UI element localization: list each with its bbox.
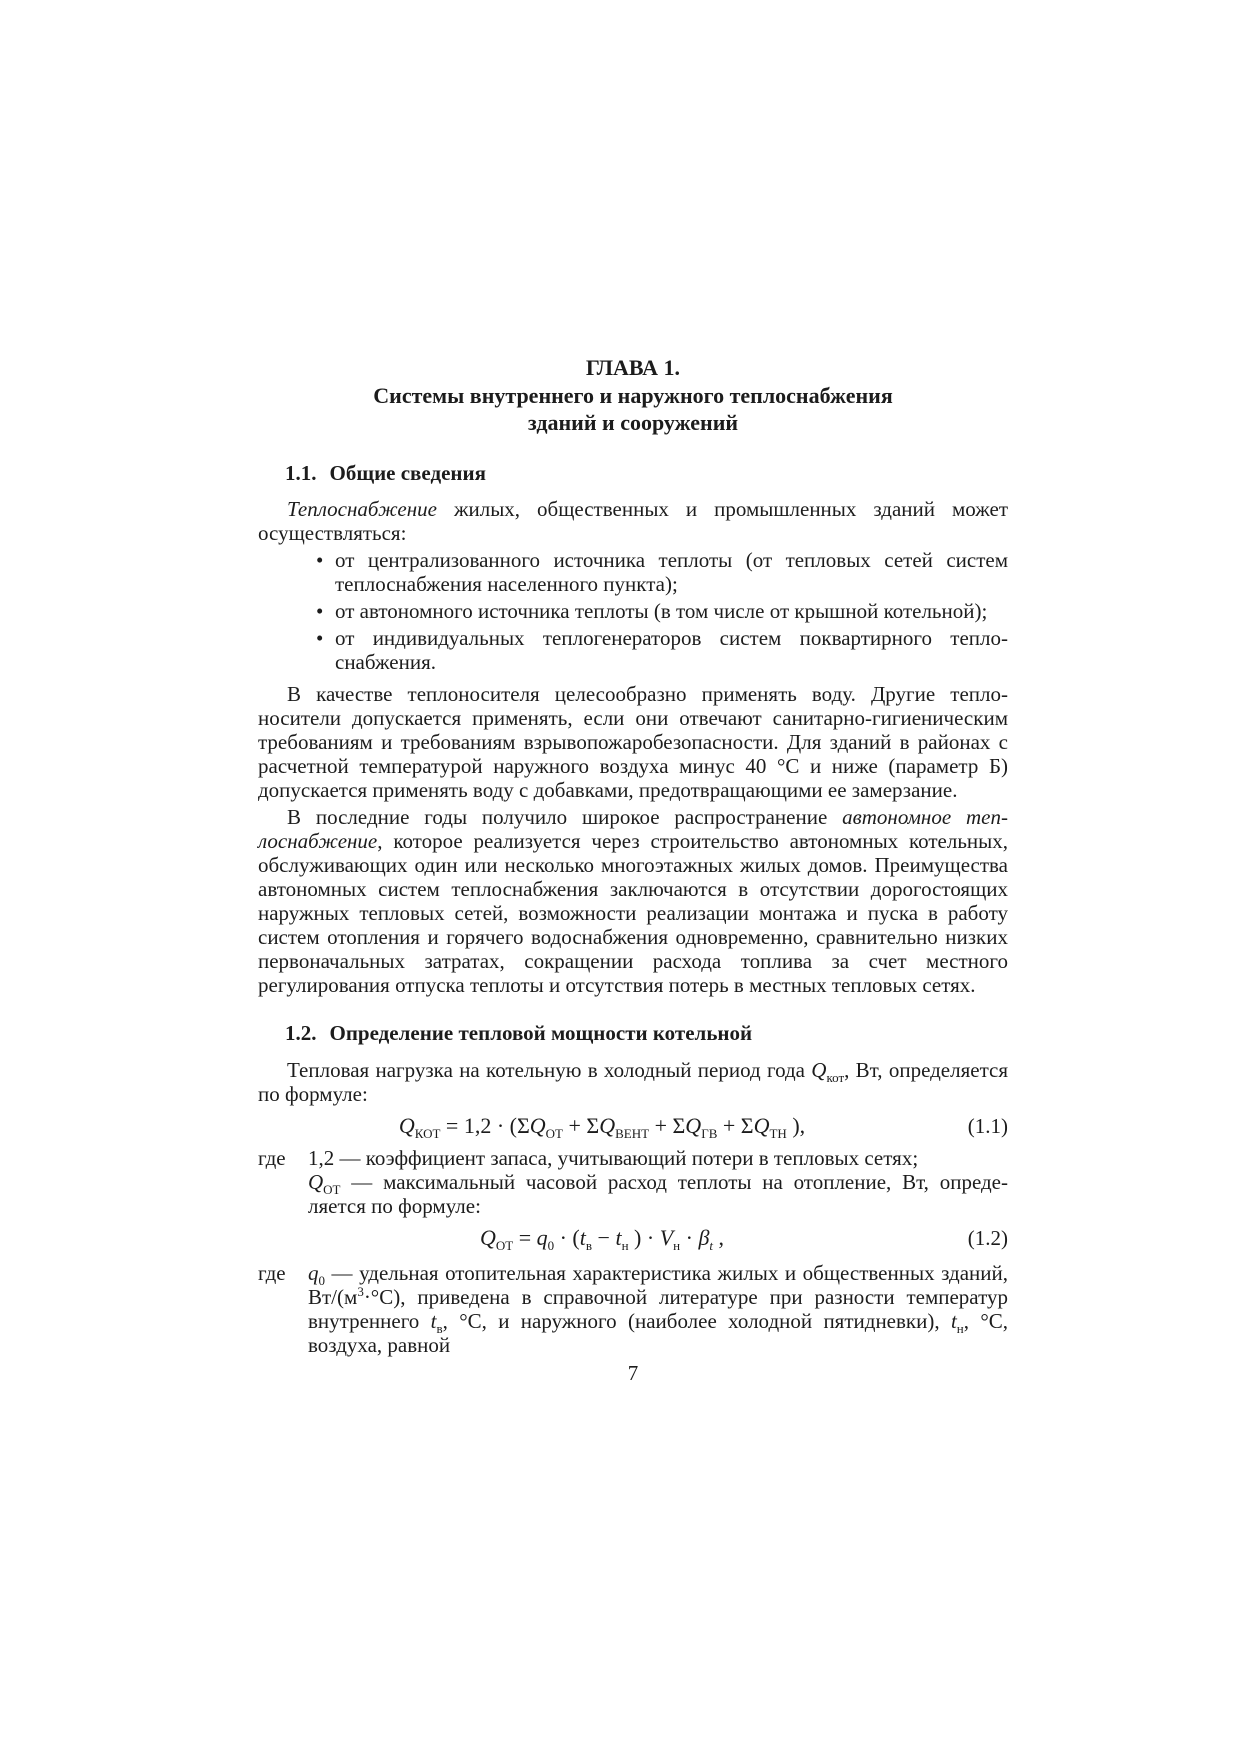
bullet-icon: • bbox=[316, 548, 324, 572]
section-1-1-number: 1.1. bbox=[285, 461, 317, 485]
where-definitions bbox=[308, 1261, 1008, 1357]
chapter-number: ГЛАВА 1. bbox=[585, 355, 681, 380]
bullet-icon: • bbox=[316, 626, 324, 650]
where-label: где bbox=[258, 1146, 286, 1170]
formula-1-1: $Q_{КОТ} = 1,2 \cdot (\Sigma Q_{ОТ} + \Sigma Q_{ВЕНТ} + \Sigma Q_{ГВ} + \Sigma Q_{ТН}$ ), bbox=[398, 1113, 806, 1141]
page-content bbox=[258, 354, 1008, 1385]
formula-1-1-row bbox=[258, 1108, 1008, 1144]
coolant-paragraph: В качестве теплоносителя целесообразно применять воду. Другие теплоносители допускается применять, если они отвечают санитарно-гигиеническим требованиям и требованиям взрывопожаробезопасности. Для зданий в районах с расчетной температурой наружного воздуха минус 40 °С и ниже (параметр Б) допускается применять воду с добавками, предотвращающими ее замерзание. bbox=[258, 682, 1008, 802]
bullet-item-text: от централизованного источника теплоты (от тепловых сетей систем теплоснабжения населенного пункта); bbox=[335, 548, 1008, 596]
formula-1-2-row bbox=[258, 1220, 1008, 1256]
formula-1-2: $Q_{ОТ} = q_0 \cdot (t_в - t_н$ ) · $V_н \cdot \beta_t$ , bbox=[479, 1225, 725, 1253]
section-1-2-title: Определение тепловой мощности котельной bbox=[329, 1021, 753, 1045]
chapter-heading bbox=[258, 354, 1008, 436]
equation-number-1-2: (1.2) bbox=[967, 1226, 1008, 1250]
bullet-item-centralized bbox=[258, 548, 1008, 596]
bullet-icon: • bbox=[316, 599, 324, 623]
bullet-item-autonomous bbox=[258, 599, 1008, 623]
section-1-2-heading bbox=[258, 1020, 1008, 1046]
page-number: 7 bbox=[627, 1361, 639, 1385]
heat-load-paragraph: Тепловая нагрузка на котельную в холодный период года $Q_{кот}$, Вт, определяется по формуле: bbox=[258, 1058, 1008, 1106]
where-block-2 bbox=[258, 1261, 1008, 1357]
chapter-title-line-2: зданий и сооружений bbox=[527, 410, 739, 435]
where-definitions bbox=[308, 1146, 1008, 1218]
equation-number-1-1: (1.1) bbox=[967, 1114, 1008, 1138]
bullet-item-text: от индивидуальных теплогенераторов систем поквартирного теплоснабжения. bbox=[335, 626, 1008, 674]
definition-q0: $q_0$ — удельная отопительная характеристика жилых и общественных зданий, $Вт/(м^3\cdot^\circ С)$, приведена в справочной литературе при разности температур внутреннего $t_в$, °С, и наружного (наиболее холодной пятидневки), $t_н$, °С, воздуха, равной bbox=[308, 1261, 1009, 1357]
where-label: где bbox=[258, 1261, 286, 1285]
definition-qot: $Q_{ОТ}$ — максимальный часовой расход теплоты на отопление, Вт, определяется по формуле: bbox=[308, 1170, 1008, 1218]
bullet-item-individual bbox=[258, 626, 1008, 674]
section-1-2-number: 1.2. bbox=[285, 1021, 317, 1045]
bullet-list bbox=[258, 548, 1008, 674]
intro-paragraph: Теплоснабжение жилых, общественных и промышленных зданий может осуществляться: bbox=[258, 497, 1008, 545]
autonomous-heating-paragraph: В последние годы получило широкое распространение автономное теплоснабжение, которое реализуется через строительство автономных котельных, обслуживающих один или несколько многоэтажных жилых домов. Преимущества автономных систем теплоснабжения заключаются в отсутствии дорогостоящих наружных тепловых сетей, возможности реализации монтажа и пуска в работу систем отопления и горячего водоснабжения одновременно, сравнительно низких первоначальных затратах, сокращении расхода топлива за счет местного регулирования отпуска теплоты и отсутствия потерь в местных тепловых сетях. bbox=[258, 805, 1008, 997]
where-block-1 bbox=[258, 1146, 1008, 1218]
chapter-title-line-1: Системы внутреннего и наружного теплоснабжения bbox=[373, 383, 893, 408]
bullet-item-text: от автономного источника теплоты (в том числе от крышной котельной); bbox=[335, 599, 988, 623]
section-1-1-heading bbox=[258, 460, 1008, 486]
section-1-1-title: Общие сведения bbox=[329, 461, 486, 485]
definition-coefficient: 1,2 — коэффициент запаса, учитывающий потери в тепловых сетях; bbox=[308, 1146, 919, 1170]
